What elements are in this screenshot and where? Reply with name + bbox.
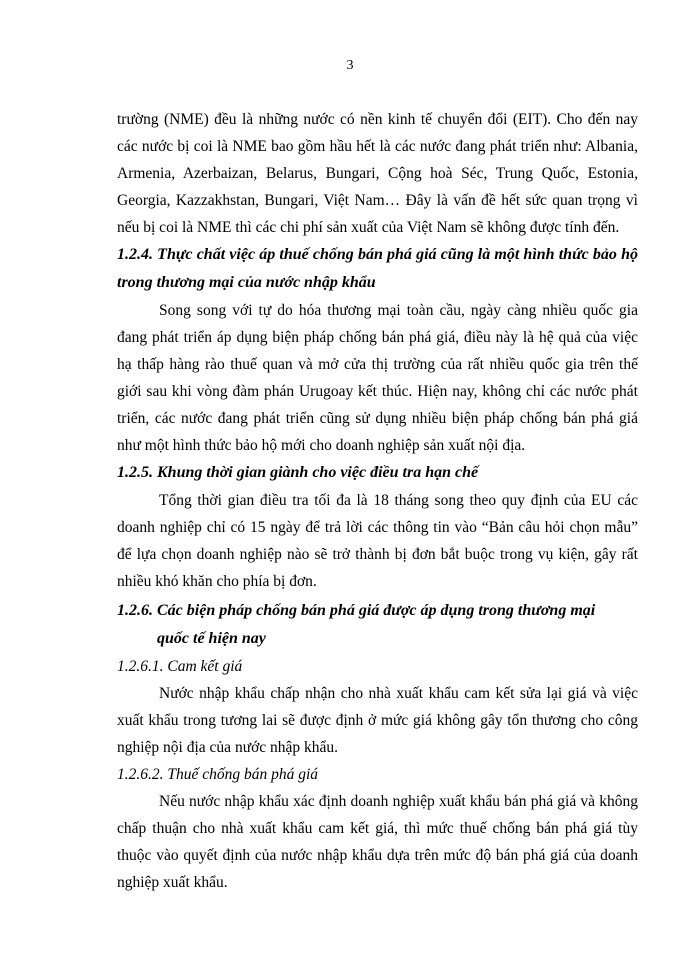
page-number: 3	[346, 58, 354, 73]
section-1-2-6-2-heading: 1.2.6.2. Thuế chống bán phá giá	[117, 766, 319, 783]
section-1-2-6-1-heading: 1.2.6.1. Cam kết giá	[117, 658, 243, 675]
section-1-2-6-heading-line2: quốc tế hiện nay	[157, 630, 266, 647]
section-1-2-5-paragraph: Tổng thời gian điều tra tối đa là 18 tháng song theo quy định của EU các doanh nghiệp chỉ có 15 ngày để trả lời các thông tin vào “Bản câu hỏi chọn mẫu” để lựa chọn doanh nghiệp nào sẽ trở thành bị đơn bắt buộc trong vụ kiện, gây rất nhiều khó khăn cho phía bị đơn.	[117, 492, 638, 590]
section-1-2-6-heading-line1: 1.2.6. Các biện pháp chống bán phá giá được áp dụng trong thương mại	[117, 602, 596, 619]
intro-paragraph: trường (NME) đều là những nước có nền kinh tế chuyển đổi (EIT). Cho đến nay các nước bị coi là NME bao gồm hầu hết là các nước đang phát triển như: Albania, Armenia, Azerbaizan, Belarus, Bungari, Cộng hoà Séc, Trung Quốc, Estonia, Georgia, Kazzakhstan, Bungari, Việt Nam… Đây là vấn đề hết sức quan trọng vì nếu bị coi là NME thì các chi phí sản xuất của Việt Nam sẽ không được tính đến.	[117, 111, 638, 236]
section-1-2-5-heading: 1.2.5. Khung thời gian giành cho việc điều tra hạn chế	[117, 464, 479, 481]
section-1-2-4-heading: 1.2.4. Thực chất việc áp thuế chống bán phá giá cũng là một hình thức bảo hộ trong thương mại của nước nhập khẩu	[117, 246, 638, 291]
section-1-2-6-2-paragraph: Nếu nước nhập khẩu xác định doanh nghiệp xuất khẩu bán phá giá và không chấp thuận cho nhà xuất khẩu cam kết giá, thì mức thuế chống bán phá giá tùy thuộc vào quyết định của nước nhập khẩu dựa trên mức độ bán phá giá của doanh nghiệp xuất khẩu.	[117, 793, 638, 891]
page-content	[117, 106, 638, 896]
section-1-2-6-heading	[117, 597, 638, 653]
section-1-2-4-paragraph: Song song với tự do hóa thương mại toàn cầu, ngày càng nhiều quốc gia đang phát triển áp dụng biện pháp chống bán phá giá, điều này là hệ quả của việc hạ thấp hàng rào thuế quan và mở cửa thị trường của rất nhiều quốc gia trên thế giới sau khi vòng đàm phán Urugoay kết thúc. Hiện nay, không chỉ các nước phát triển, các nước đang phát triển cũng sử dụng nhiều biện pháp chống bán phá giá như một hình thức bảo hộ mới cho doanh nghiệp sản xuất nội địa.	[117, 302, 638, 454]
section-1-2-6-1-paragraph: Nước nhập khẩu chấp nhận cho nhà xuất khẩu cam kết sửa lại giá và việc xuất khẩu trong tương lai sẽ được định ở mức giá không gây tổn thương cho công nghiệp nội địa của nước nhập khẩu.	[117, 685, 638, 756]
